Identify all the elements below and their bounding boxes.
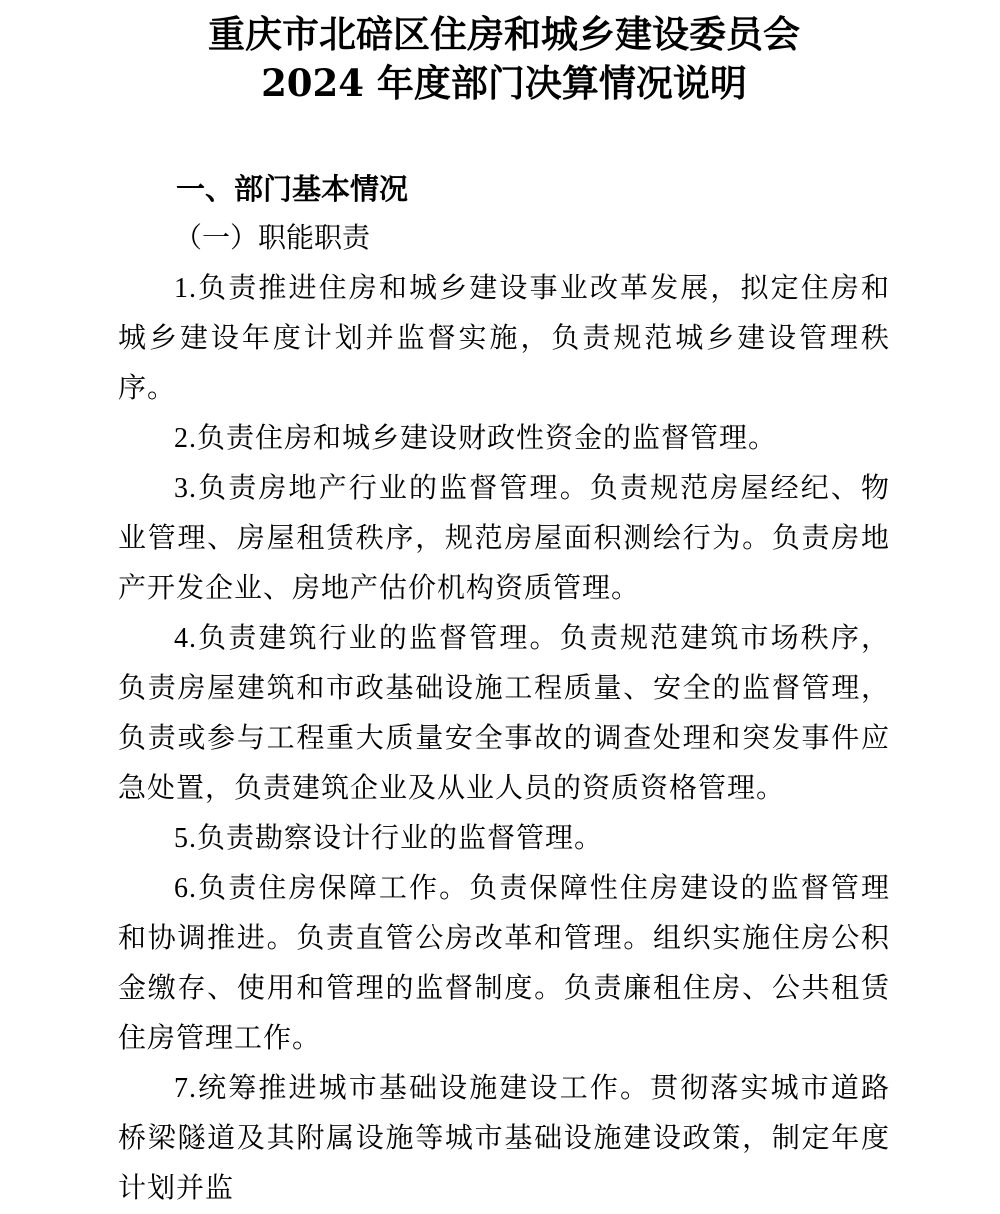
subsection-heading-duties: （一）职能职责 — [174, 223, 371, 254]
paragraph-duty-4: 4.负责建筑行业的监督管理。负责规范建筑市场秩序，负责房屋建筑和市政基础设施工程质量、安全的监督管理，负责或参与工程重大质量安全事故的调查处理和突发事件应急处置，负责建筑企业及从业人员的资质资格管理。 — [118, 623, 890, 804]
paragraph-duty-3: 3.负责房地产行业的监督管理。负责规范房屋经纪、物业管理、房屋租赁秩序，规范房屋面积测绘行为。负责房地产开发企业、房地产估价机构资质管理。 — [118, 473, 890, 604]
section-heading-basic-info: 一、部门基本情况 — [176, 172, 409, 206]
paragraph-duty-5: 5.负责勘察设计行业的监督管理。 — [174, 823, 604, 854]
document-title-line1: 重庆市北碚区住房和城乡建设委员会 — [208, 12, 800, 56]
paragraph-duty-2: 2.负责住房和城乡建设财政性资金的监督管理。 — [174, 423, 778, 454]
paragraph-duty-7: 7.统筹推进城市基础设施建设工作。贯彻落实城市道路桥梁隧道及其附属设施等城市基础设施建设政策，制定年度计划并监 — [118, 1073, 890, 1204]
paragraph-duty-6: 6.负责住房保障工作。负责保障性住房建设的监督管理和协调推进。负责直管公房改革和管理。组织实施住房公积金缴存、使用和管理的监督制度。负责廉租住房、公共租赁住房管理工作。 — [118, 873, 890, 1054]
paragraph-duty-1: 1.负责推进住房和城乡建设事业改革发展，拟定住房和城乡建设年度计划并监督实施，负责规范城乡建设管理秩序。 — [118, 273, 890, 404]
document-title — [118, 10, 890, 108]
document-title-line2: 2024 年度部门决算情况说明 — [261, 61, 747, 105]
